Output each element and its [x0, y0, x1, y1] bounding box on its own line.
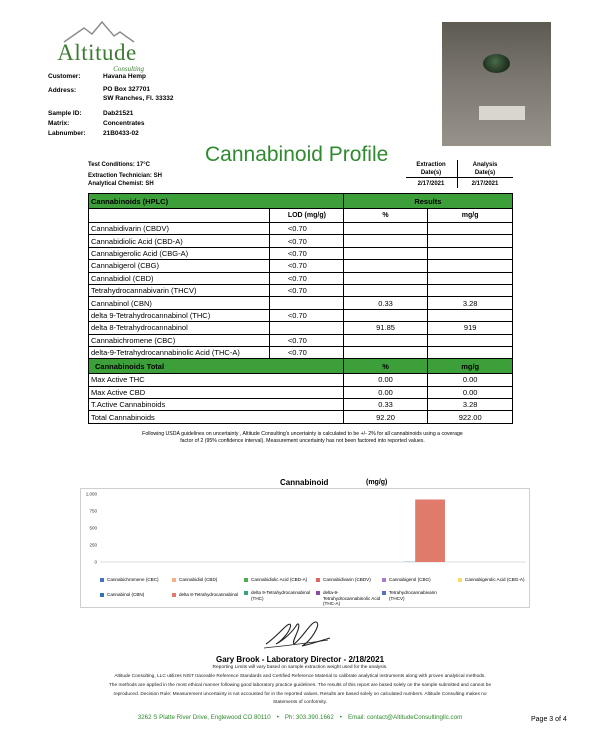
- sample-id-label: Sample ID:: [48, 110, 82, 117]
- totals-row: [89, 411, 513, 423]
- legend-label: Cannabigerol (CBG): [389, 577, 431, 582]
- analyte-name: Cannabichromene (CBC): [89, 334, 270, 346]
- test-conditions: Test Conditions: 17°C: [88, 162, 150, 168]
- uncertainty-note-line2: factor of 2 (95% confidence interval). Measurement uncertainty has not been factored into reported values.: [180, 438, 425, 444]
- totals-percent: 0.00: [343, 374, 428, 386]
- extraction-technician: Extraction Technician: SH: [88, 173, 162, 179]
- totals-row: [89, 374, 513, 386]
- analyte-lod: <0.70: [269, 284, 343, 296]
- totals-name: Total Cannabinoids: [89, 411, 344, 423]
- analyte-name: Cannabinol (CBN): [89, 297, 270, 309]
- address-line2: SW Ranches, Fl. 33332: [103, 95, 174, 102]
- table-row: [89, 322, 513, 334]
- totals-rows: [89, 374, 513, 424]
- legend-label: delta-9-Tetrahydrocannabinolic Acid (THC-A): [323, 590, 381, 606]
- mg-column-header: mg/g: [428, 209, 513, 223]
- y-tick-label: 250: [89, 542, 97, 548]
- totals-percent: 0.00: [343, 386, 428, 398]
- matrix-label: Matrix:: [48, 120, 70, 127]
- totals-header: Cannabinoids Total: [89, 359, 344, 374]
- analyte-mg: [428, 223, 513, 235]
- legend-label: delta 8-Tetrahydrocannabinol: [179, 592, 239, 597]
- legend-swatch: [244, 591, 248, 595]
- legend-label: Cannabichromene (CBC): [107, 577, 159, 582]
- analyte-mg: [428, 260, 513, 272]
- cannabinoid-results-table: [88, 193, 513, 424]
- legend-swatch: [382, 578, 386, 582]
- totals-row: [89, 399, 513, 411]
- analysis-date: 2/17/2021: [471, 181, 499, 187]
- table-row: [89, 334, 513, 346]
- date-rule: [406, 177, 513, 178]
- totals-mg: 0.00: [428, 374, 513, 386]
- analyte-name: Cannabidiol (CBD): [89, 272, 270, 284]
- analyte-percent: [343, 235, 428, 247]
- totals-name: Max Active CBD: [89, 386, 344, 398]
- analyte-lod: <0.70: [269, 260, 343, 272]
- cannabinoids-header: Cannabinoids (HPLC): [89, 194, 344, 209]
- analyte-name: Cannabigerolic Acid (CBG-A): [89, 247, 270, 259]
- address-line1: PO Box 327701: [103, 86, 150, 93]
- analyte-lod: <0.70: [269, 309, 343, 321]
- contact-line: 3262 S Platte River Drive, Englewood CO 80110 • Ph: 303.390.1662 • Email: contact@AltitudeConsultingllc.com: [137, 714, 463, 721]
- customer-label: Customer:: [48, 73, 81, 80]
- sample-container-image: [483, 54, 510, 73]
- totals-name: T.Active Cannabinoids: [89, 399, 344, 411]
- analyte-percent: [343, 309, 428, 321]
- analyte-percent: [343, 346, 428, 358]
- analyte-percent: [343, 284, 428, 296]
- y-tick-label: 750: [89, 508, 97, 514]
- signer-name: Gary Brook - Laboratory Director - 2/18/2021: [215, 655, 385, 664]
- totals-mg: 0.00: [428, 386, 513, 398]
- analyte-name: Tetrahydrocannabivarin (THCV): [89, 284, 270, 296]
- y-tick-label: 1,000: [85, 491, 97, 497]
- page-number: Page 3 of 4: [531, 716, 567, 723]
- y-tick-label: 500: [89, 525, 97, 531]
- analyte-mg: [428, 284, 513, 296]
- analyte-mg: [428, 247, 513, 259]
- analyte-percent: 91.85: [343, 322, 428, 334]
- lab-address: 3262 S Platte River Drive, Englewood CO 80110: [137, 714, 271, 721]
- totals-row: [89, 386, 513, 398]
- analyte-mg: 3.28: [428, 297, 513, 309]
- analyte-name: Cannabidivarin (CBDV): [89, 223, 270, 235]
- analysis-date-header: [459, 161, 511, 188]
- lab-phone: Ph: 303.390.1662: [284, 714, 334, 721]
- analyte-name: Cannabidiolic Acid (CBD-A): [89, 235, 270, 247]
- sample-photo: [442, 22, 551, 146]
- bar-8: [415, 500, 445, 562]
- totals-name: Max Active THC: [89, 374, 344, 386]
- percent-column-header: %: [343, 209, 428, 223]
- legend-label: delta 9-Tetrahydrocannabinol (THC): [251, 590, 311, 601]
- analyte-percent: [343, 334, 428, 346]
- legend-swatch: [316, 578, 320, 582]
- page-title: Cannabinoid Profile: [205, 143, 389, 166]
- analyte-mg: [428, 334, 513, 346]
- analyte-percent: 0.33: [343, 297, 428, 309]
- sample-id-value: Dab21521: [103, 110, 134, 117]
- totals-percent: 92.20: [343, 411, 428, 423]
- labnumber-value: 21B0433-02: [103, 130, 139, 137]
- totals-percent: 0.33: [343, 399, 428, 411]
- totals-percent-header: %: [343, 359, 428, 374]
- extraction-header-line1: Extraction: [416, 162, 446, 168]
- lab-email[interactable]: Email: contact@AltitudeConsultingllc.com: [347, 714, 463, 721]
- analyte-name: delta-9-Tetrahydrocannabinolic Acid (THC-A): [89, 346, 270, 358]
- analyte-mg: [428, 235, 513, 247]
- analyte-percent: [343, 272, 428, 284]
- analyte-percent: [343, 223, 428, 235]
- footer-line-5: Statements of conformity.: [272, 700, 328, 705]
- analyte-lod: [269, 322, 343, 334]
- blank-header-cell: [89, 209, 270, 223]
- table-row: [89, 247, 513, 259]
- analyte-name: Cannabigerol (CBG): [89, 260, 270, 272]
- table-row: [89, 284, 513, 296]
- table-header-row: [89, 194, 513, 209]
- legend-swatch: [458, 578, 462, 582]
- table-row: [89, 297, 513, 309]
- analyte-name: delta 8-Tetrahydrocannabinol: [89, 322, 270, 334]
- analyte-lod: <0.70: [269, 247, 343, 259]
- legend-swatch: [100, 593, 104, 597]
- analyte-mg: [428, 272, 513, 284]
- lod-column-header: LOD (mg/g): [269, 209, 343, 223]
- table-row: [89, 260, 513, 272]
- analyte-lod: <0.70: [269, 223, 343, 235]
- analyte-mg: [428, 346, 513, 358]
- customer-value: Havana Hemp: [103, 73, 146, 80]
- table-row: [89, 223, 513, 235]
- footer-line-2: Altitude Consulting, LLC utilizes NIST traceable Reference Standards and Certified Reference Material to calibrate analytical instruments along with proven analytical methods.: [114, 674, 486, 679]
- legend-swatch: [244, 578, 248, 582]
- totals-mg: 922.00: [428, 411, 513, 423]
- legend-label: Cannabigerolic Acid (CBG-A): [465, 577, 525, 582]
- totals-mg-header: mg/g: [428, 359, 513, 374]
- analyte-mg: [428, 309, 513, 321]
- analyte-name: delta 9-Tetrahydrocannabinol (THC): [89, 309, 270, 321]
- chart-title: Cannabinoid: [280, 478, 329, 487]
- analytical-chemist: Analytical Chemist: SH: [88, 181, 154, 187]
- labnumber-label: Labnumber:: [48, 130, 86, 137]
- matrix-value: Concentrates: [103, 120, 145, 127]
- date-divider: [457, 160, 458, 188]
- analysis-header-line2: Date(s): [474, 170, 496, 176]
- extraction-header-line2: Date(s): [420, 170, 442, 176]
- legend-swatch: [100, 578, 104, 582]
- legend-swatch: [172, 578, 176, 582]
- analyte-percent: [343, 260, 428, 272]
- analyte-percent: [343, 247, 428, 259]
- handwritten-signature: [262, 618, 332, 652]
- legend-label: Cannabinol (CBN): [107, 592, 145, 597]
- address-label: Address:: [48, 87, 77, 94]
- analyte-lod: [269, 297, 343, 309]
- legend-label: Cannabidiol (CBD): [179, 577, 218, 582]
- legend-swatch: [172, 593, 176, 597]
- totals-mg: 3.28: [428, 399, 513, 411]
- table-row: [89, 235, 513, 247]
- company-logo: [42, 20, 152, 72]
- analyte-lod: <0.70: [269, 272, 343, 284]
- column-header-row: [89, 209, 513, 223]
- totals-header-row: [89, 359, 513, 374]
- legend-label: Cannabidiolic Acid (CBD-A): [251, 577, 308, 582]
- sample-label-card: [479, 106, 525, 120]
- uncertainty-note-line1: Following USDA guidelines on uncertainty , Altitude Consulting's uncertainty is calculated to be +/- 2% for all cannabinoids using a coverage: [142, 431, 463, 437]
- analyte-lod: <0.70: [269, 235, 343, 247]
- legend-label: Cannabidivarin (CBDV): [323, 577, 371, 582]
- analyte-lod: <0.70: [269, 334, 343, 346]
- logo-wordmark: Altitude: [57, 40, 137, 65]
- analyte-rows: [89, 223, 513, 359]
- results-header: Results: [343, 194, 512, 209]
- legend-swatch: [382, 591, 386, 595]
- footer-line-1: Reporting Limits will vary based on sample extraction weight used for the analysis.: [212, 665, 388, 670]
- legend-swatch: [316, 591, 320, 595]
- analyte-lod: <0.70: [269, 346, 343, 358]
- analyte-mg: 919: [428, 322, 513, 334]
- y-tick-label: 0: [94, 559, 97, 565]
- legend-label: Tetrahydrocannabivarin (THCV): [389, 590, 437, 601]
- table-row: [89, 346, 513, 358]
- table-row: [89, 272, 513, 284]
- extraction-date-header: [406, 161, 456, 188]
- footer-line-4: reproduced. Decision Rule: Measurement uncertainty is not accounted for in the reported values. Results are based solely on calculated numbers. Altitude Consulting makes no: [113, 692, 487, 697]
- analysis-header-line1: Analysis: [472, 162, 498, 168]
- logo-subtitle: Consulting: [113, 65, 144, 73]
- table-row: [89, 309, 513, 321]
- director-signature: [262, 618, 332, 657]
- footer-line-3: The methods are applied in the most ethical manner following good laboratory practice guidelines. The results of this report are based solely on the sample submitted and cannot be: [108, 683, 492, 688]
- chart-unit: (mg/g): [366, 479, 388, 486]
- extraction-date: 2/17/2021: [417, 181, 445, 187]
